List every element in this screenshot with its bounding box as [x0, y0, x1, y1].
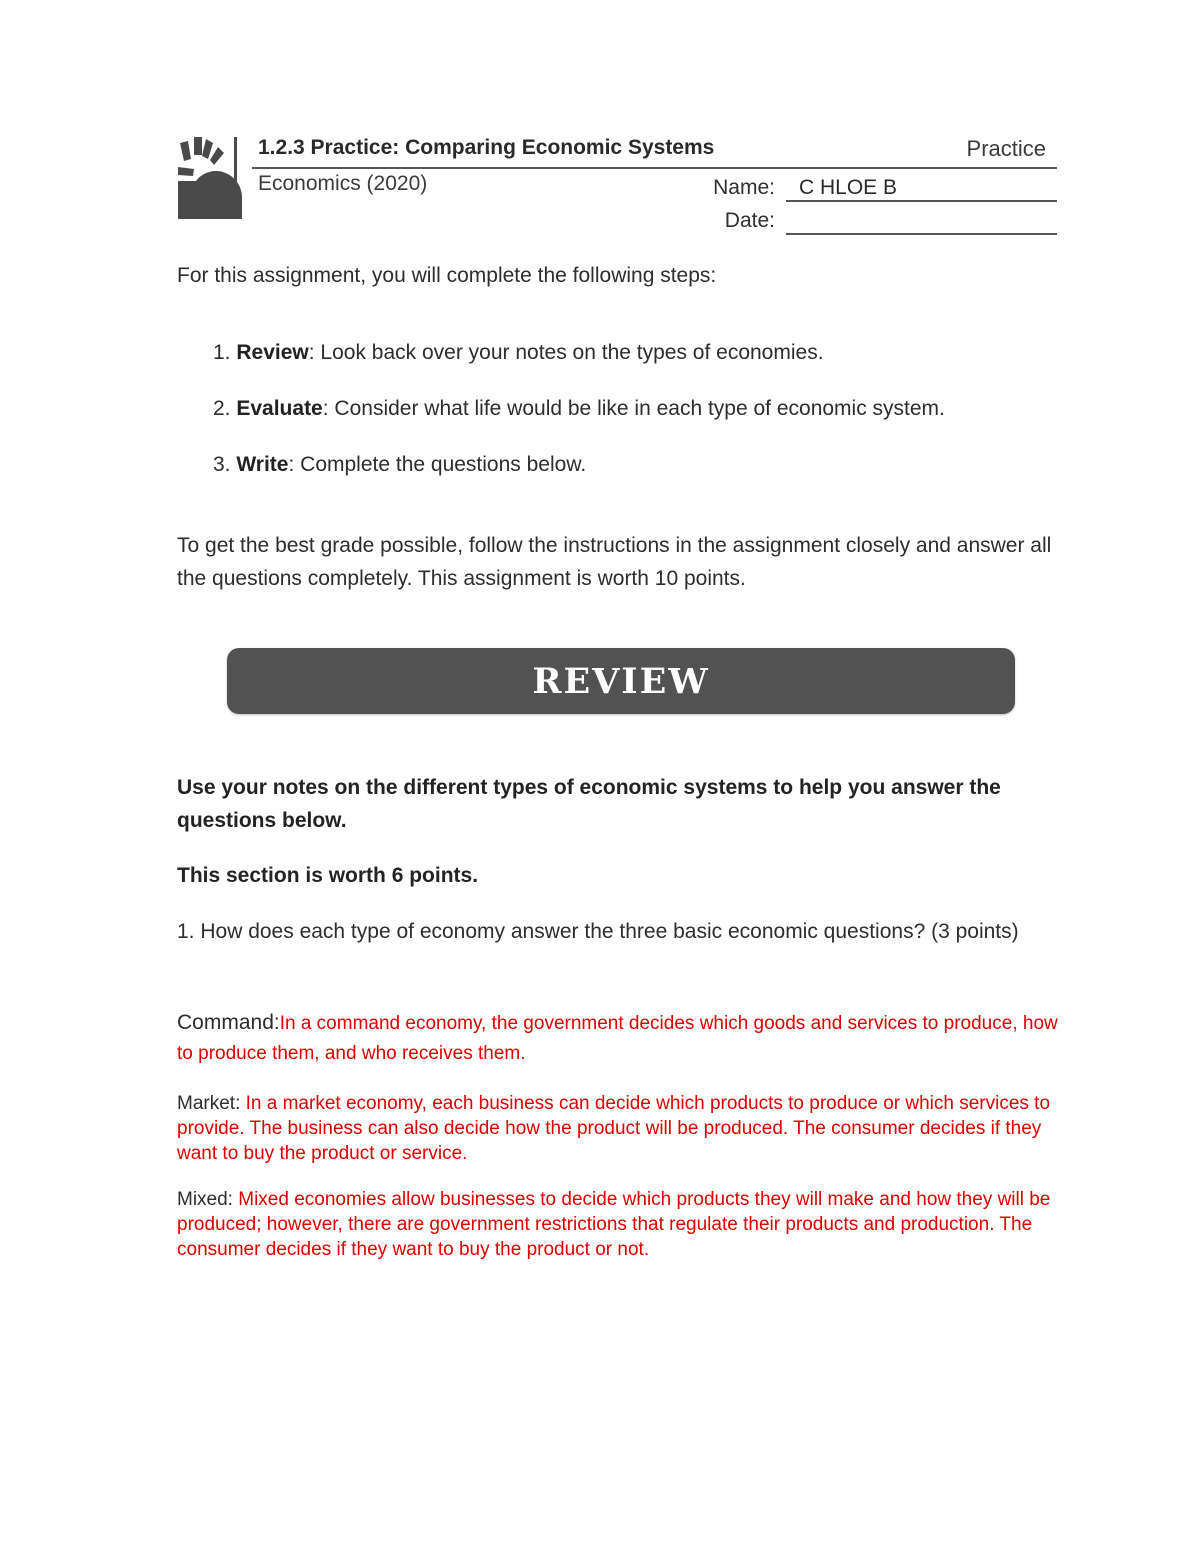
answer-text: In a command economy, the government decides which goods and services to produce, how to produce them, and who receives them.	[177, 1013, 1058, 1064]
review-section-banner	[227, 648, 1015, 714]
step-term: Evaluate	[236, 397, 323, 420]
grade-note: To get the best grade possible, follow the instructions in the assignment closely and answer all the questions completely. This assignment is worth 10 points.	[177, 534, 1052, 590]
instructions-intro: For this assignment, you will complete the following steps:	[177, 264, 717, 287]
answer-text: Mixed economies allow businesses to decide which products they will make and how they will be produced; however, there are government restrictions that regulate their products and production. The consumer decides if they want to buy the product or not.	[177, 1189, 1051, 1260]
assignment-title: 1.2.3 Practice: Comparing Economic Systems	[258, 136, 715, 159]
step-number: 1.	[213, 341, 231, 364]
answer-label: Mixed:	[177, 1189, 233, 1210]
answer-market[interactable]	[177, 1091, 1077, 1166]
name-field-line	[786, 200, 1057, 202]
step-text: : Look back over your notes on the types of economies.	[308, 341, 824, 364]
step-term: Write	[236, 453, 289, 476]
date-field-line[interactable]	[786, 233, 1057, 235]
answer-text: In a market economy, each business can decide which products to produce or which services to provide. The business can also decide how the product will be produced. The consumer decides if they want to buy the product or service.	[177, 1093, 1051, 1164]
step-text: : Complete the questions below.	[288, 453, 587, 476]
list-item	[213, 448, 945, 504]
step-text: : Consider what life would be like in each type of economic system.	[322, 397, 945, 420]
banner-label: REVIEW	[532, 660, 710, 702]
date-label: Date:	[724, 209, 775, 232]
school-logo-icon	[178, 137, 244, 219]
course-name: Economics (2020)	[258, 172, 428, 195]
answer-command[interactable]	[177, 1008, 1077, 1069]
answer-label: Command:	[177, 1011, 280, 1034]
step-number: 2.	[213, 397, 231, 420]
header-divider	[252, 167, 1057, 169]
list-item	[213, 392, 945, 448]
name-label: Name:	[713, 176, 775, 199]
section-points: This section is worth 6 points.	[177, 864, 479, 887]
section-instructions: Use your notes on the different types of economic systems to help you answer the questions below.	[177, 776, 1001, 832]
answer-mixed[interactable]	[177, 1187, 1077, 1262]
answer-label: Market:	[177, 1093, 241, 1114]
name-field-value[interactable]: C HLOE B	[799, 176, 898, 199]
steps-list	[213, 336, 945, 504]
step-term: Review	[236, 341, 309, 364]
list-item	[213, 336, 945, 392]
question-1: 1. How does each type of economy answer the three basic economic questions? (3 points)	[177, 920, 1019, 943]
assignment-type-label: Practice	[966, 136, 1046, 161]
step-number: 3.	[213, 453, 231, 476]
